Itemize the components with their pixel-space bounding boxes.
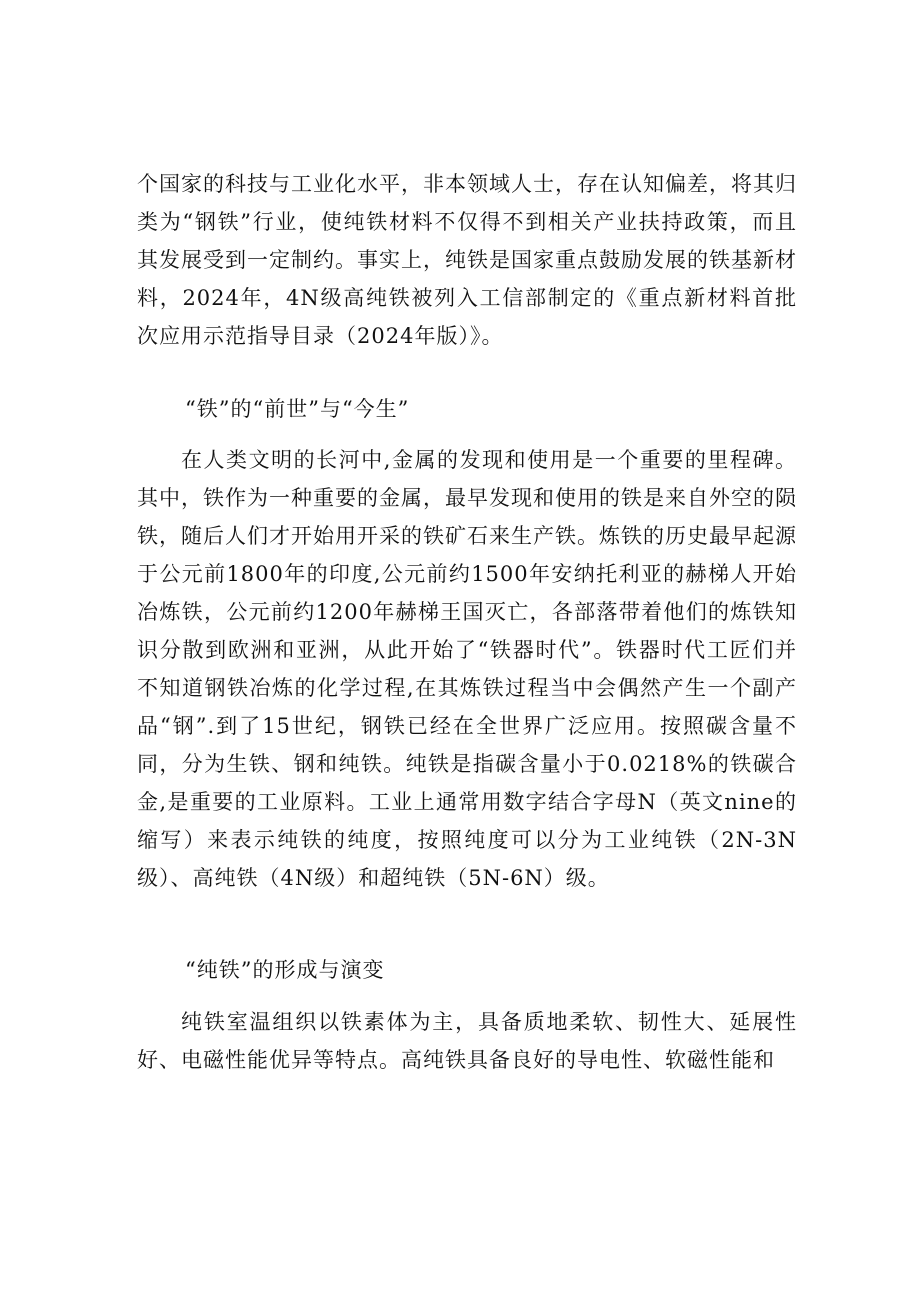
paragraph-intro-continuation: 个国家的科技与工业化水平，非本领域人士，存在认知偏差，将其归类为“钢铁”行业，使纯铁材料不仅得不到相关产业扶持政策，而且其发展受到一定制约。事实上，纯铁是国家重点鼓励发展的铁基新材料，2024年，4N级高纯铁被列入工信部制定的《重点新材料首批次应用示范指导目录（2024年版）》。 <box>137 172 797 348</box>
section-heading-formation: “纯铁”的形成与演变 <box>185 958 385 982</box>
paragraph-history: 在人类文明的长河中,金属的发现和使用是一个重要的里程碑。其中，铁作为一种重要的金属，最早发现和使用的铁是来自外空的陨铁，随后人们才开始用开采的铁矿石来生产铁。炼铁的历史最早起源于公元前1800年的印度,公元前约1500年安纳托利亚的赫梯人开始冶炼铁，公元前约1200年赫梯王国灭亡，各部落带着他们的炼铁知识分散到欧洲和亚洲，从此开始了“铁器时代”。铁器时代工匠们并不知道钢铁冶炼的化学过程,在其炼铁过程当中会偶然产生一个副产品“钢”.到了15世纪，钢铁已经在全世界广泛应用。按照碳含量不同，分为生铁、钢和纯铁。纯铁是指碳含量小于0.0218%的铁碳合金,是重要的工业原料。工业上通常用数字结合字母N（英文nine的缩写）来表示纯铁的纯度，按照纯度可以分为工业纯铁（2N-3N级）、高纯铁（4N级）和超纯铁（5N-6N）级。 <box>137 448 797 890</box>
section-heading-past-present: “铁”的“前世”与“今生” <box>185 397 410 421</box>
paragraph-properties: 纯铁室温组织以铁素体为主，具备质地柔软、韧性大、延展性好、电磁性能优异等特点。高纯铁具备良好的导电性、软磁性能和 <box>137 1010 797 1072</box>
